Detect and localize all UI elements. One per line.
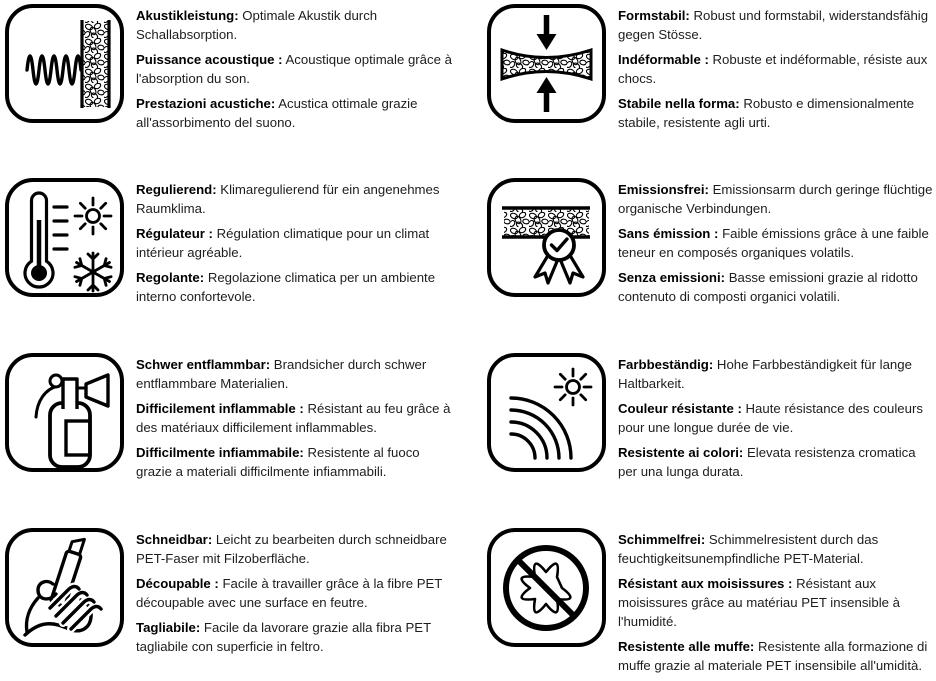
feature-text-emission-free: [618, 178, 936, 312]
feature-text-cuttable: [136, 528, 454, 662]
text-it: Tagliabile: Facile da lavorare grazie alla fibra PET tagliabile con superficie in feltro.: [136, 620, 431, 654]
text-it: Stabile nella forma: Robusto e dimensionalmente stabile, resistente agli urti.: [618, 96, 915, 130]
text-it: Prestazioni acustiche: Acustica ottimale grazie all'assorbimento del suono.: [136, 96, 418, 130]
text-de: Akustikleistung: Optimale Akustik durch Schallabsorption.: [136, 8, 378, 42]
text-de: Farbbeständig: Hohe Farbbeständigkeit für lange Haltbarkeit.: [618, 357, 912, 391]
feature-text-climate: [136, 178, 454, 312]
text-it: Resistente ai colori: Elevata resistenza cromatica per una lunga durata.: [618, 445, 916, 479]
text-de: Schwer entflammbar: Brandsicher durch schwer entflammbare Materialien.: [136, 357, 427, 391]
no-mold-icon: [487, 528, 606, 647]
text-fr: Puissance acoustique : Acoustique optimale grâce à l'absorption du son.: [136, 52, 452, 86]
feature-card-mold-resistant: [468, 528, 936, 680]
low-emission-certificate-icon: [487, 178, 606, 297]
text-fr: Sans émission : Faible émissions grâce à une faible teneur en composés organiques volatils.: [618, 226, 929, 260]
feature-text-flame-retardant: [136, 353, 454, 487]
text-fr: Découpable : Facile à travailler grâce à la fibre PET découpable avec une surface en feutre.: [136, 576, 443, 610]
text-fr: Résistant aux moisissures : Résistant aux moisissures grâce au matériau PET insensible à l'humidité.: [618, 576, 900, 629]
text-de: Schimmelfrei: Schimmelresistent durch das feuchtigkeitsunempfindliche PET-Material.: [618, 532, 879, 566]
sun-icon: [75, 198, 111, 234]
fire-extinguisher-icon: [5, 353, 124, 472]
feature-card-cuttable: [0, 528, 468, 680]
text-it: Resistente alle muffe: Resistente alla formazione di muffe grazie al materiale PET insensibile all'umidità.: [618, 639, 928, 673]
text-fr: Indéformable : Robuste et indéformable, résiste aux chocs.: [618, 52, 928, 86]
text-it: Difficilmente infiammabile: Resistente al fuoco grazie a materiali difficilmente infiammabili.: [136, 445, 420, 479]
compression-resistance-icon: [487, 4, 606, 123]
color-fastness-rainbow-sun-icon: [487, 353, 606, 472]
thermometer-climate-icon: [5, 178, 124, 297]
feature-card-emission-free: [468, 178, 936, 353]
sound-absorption-icon: [5, 4, 124, 123]
text-de: Schneidbar: Leicht zu bearbeiten durch schneidbare PET-Faser mit Filzoberfläche.: [136, 532, 447, 566]
feature-text-shape-stability: [618, 4, 936, 138]
text-de: Regulierend: Klimaregulierend für ein angenehmes Raumklima.: [136, 182, 440, 216]
hand-cutter-icon: [5, 528, 124, 647]
text-fr: Difficilement inflammable : Résistant au feu grâce à des matériaux difficilement inflammables.: [136, 401, 451, 435]
text-it: Senza emissioni: Basse emissioni grazie al ridotto contenuto di composti organici volatili.: [618, 270, 918, 304]
snowflake-icon: [74, 253, 112, 291]
feature-card-climate: [0, 178, 468, 353]
feature-card-acoustic: [0, 4, 468, 178]
feature-text-mold-resistant: [618, 528, 936, 681]
text-de: Emissionsfrei: Emissionsarm durch geringe flüchtige organische Verbindungen.: [618, 182, 933, 216]
feature-text-acoustic: [136, 4, 454, 138]
feature-card-color-fast: [468, 353, 936, 528]
feature-card-flame-retardant: [0, 353, 468, 528]
text-it: Regolante: Regolazione climatica per un ambiente interno confortevole.: [136, 270, 436, 304]
text-fr: Couleur résistante : Haute résistance des couleurs pour une longue durée de vie.: [618, 401, 923, 435]
text-fr: Régulateur : Régulation climatique pour un climat intérieur agréable.: [136, 226, 430, 260]
feature-card-shape-stability: [468, 4, 936, 178]
sun-icon: [555, 369, 591, 405]
feature-text-color-fast: [618, 353, 936, 487]
text-de: Formstabil: Robust und formstabil, widerstandsfähig gegen Stösse.: [618, 8, 929, 42]
